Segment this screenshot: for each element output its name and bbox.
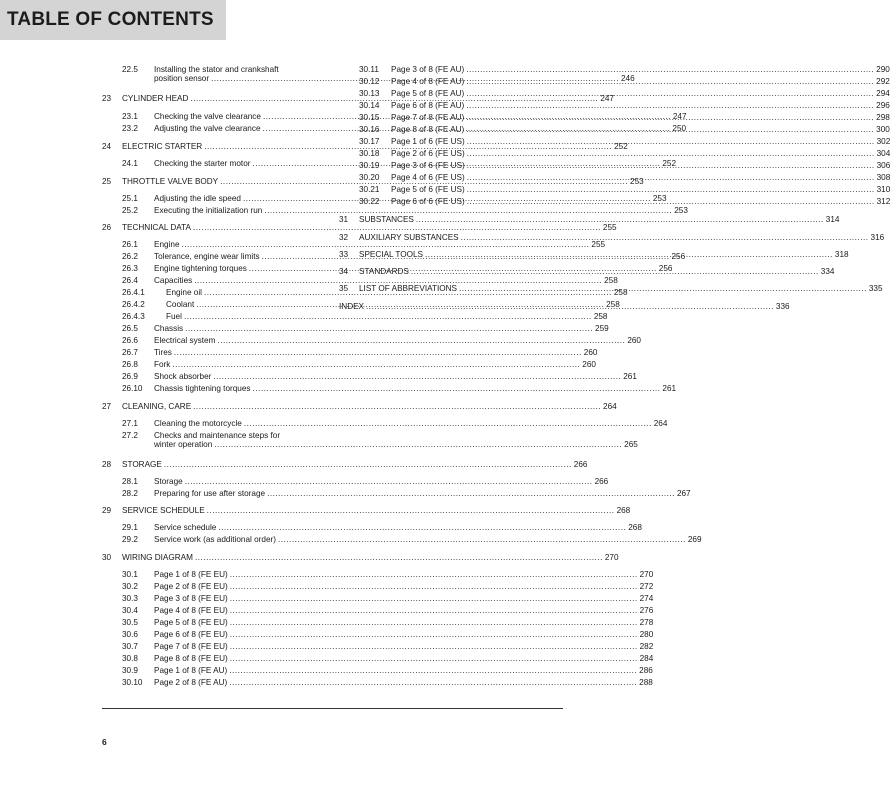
- toc-entry-title: Installing the stator and crankshaft: [154, 65, 279, 74]
- toc-entry-title: Page 3 of 6 (FE US): [391, 161, 465, 170]
- toc-page-number: 292: [876, 77, 890, 86]
- toc-page-number: 298: [876, 113, 890, 122]
- toc-entry-title: Checking the starter motor: [154, 159, 251, 168]
- toc-entry-title: Preparing for use after storage: [154, 489, 266, 498]
- toc-entry-title: Storage: [154, 477, 183, 486]
- toc-subentry[interactable]: [339, 137, 890, 146]
- toc-entry-title: Engine oil: [166, 288, 202, 297]
- toc-entry-number: 23: [102, 94, 112, 103]
- toc-subentry[interactable]: [102, 666, 653, 675]
- toc-subentry[interactable]: [102, 276, 618, 285]
- toc-page-number: 294: [876, 89, 890, 98]
- toc-subentry[interactable]: [102, 324, 609, 333]
- dot-leader: [461, 233, 869, 242]
- toc-page-number: 266: [594, 477, 609, 486]
- toc-entry-number: 30.18: [359, 149, 380, 158]
- toc-entry-title: Page 5 of 8 (FE AU): [391, 89, 465, 98]
- dot-leader: [230, 630, 638, 639]
- toc-page-number: 253: [652, 194, 667, 203]
- footer-page-number: 6: [102, 737, 107, 747]
- dot-leader: [366, 302, 774, 311]
- toc-entry-title: Fork: [154, 360, 171, 369]
- toc-entry-title: Engine tightening torques: [154, 264, 247, 273]
- toc-entry-number: 30.21: [359, 185, 380, 194]
- toc-subentry[interactable]: [102, 477, 609, 486]
- dot-leader: [466, 101, 874, 110]
- dot-leader: [253, 384, 661, 393]
- toc-subentry[interactable]: [102, 489, 691, 498]
- toc-page-number: 334: [820, 267, 835, 276]
- toc-entry-number: 26.6: [122, 336, 138, 345]
- toc-subentry[interactable]: [102, 582, 654, 591]
- toc-entry-number: 26.8: [122, 360, 138, 369]
- toc-entry-number: 28.1: [122, 477, 138, 486]
- toc-entry-title: Cleaning the motorcycle: [154, 419, 242, 428]
- toc-entry-number: 30.7: [122, 642, 138, 651]
- toc-chapter[interactable]: [102, 142, 628, 151]
- dot-leader: [467, 197, 875, 206]
- toc-entry-number: 30.15: [359, 113, 380, 122]
- toc-subentry[interactable]: [102, 606, 654, 615]
- dot-leader: [174, 348, 582, 357]
- toc-page-number: 300: [876, 125, 890, 134]
- toc-entry-number: 29.2: [122, 535, 138, 544]
- toc-entry-title: Coolant: [166, 300, 195, 309]
- dot-leader: [230, 606, 638, 615]
- dot-leader: [195, 553, 603, 562]
- toc-subentry[interactable]: [339, 65, 890, 74]
- toc-subentry[interactable]: [339, 89, 890, 98]
- dot-leader: [230, 642, 638, 651]
- toc-entry-title: Page 2 of 8 (FE AU): [154, 678, 228, 687]
- toc-page-number: 308: [876, 173, 890, 182]
- dot-leader: [267, 489, 675, 498]
- toc-page-number: 265: [624, 440, 638, 449]
- toc-page-number: 274: [639, 594, 654, 603]
- toc-chapter[interactable]: [102, 553, 619, 562]
- toc-entry-number: 30.2: [122, 582, 138, 591]
- toc-chapter[interactable]: [339, 233, 885, 242]
- toc-subentry[interactable]: [102, 419, 668, 428]
- dot-leader: [185, 477, 593, 486]
- toc-page-number: 259: [595, 324, 609, 333]
- dot-leader: [229, 666, 637, 675]
- toc-entry-number: 29: [102, 506, 112, 515]
- toc-page-number: 252: [614, 142, 628, 151]
- toc-subentry[interactable]: [339, 149, 890, 158]
- toc-entry-number: 32: [339, 233, 349, 242]
- toc-page-number: 302: [876, 137, 890, 146]
- dot-leader: [213, 372, 621, 381]
- dot-leader: [278, 535, 686, 544]
- toc-entry-number: 26.1: [122, 240, 138, 249]
- toc-entry-title: STANDARDS: [359, 267, 409, 276]
- toc-subentry[interactable]: [102, 431, 638, 449]
- toc-entry-title: Page 7 of 8 (FE AU): [391, 113, 465, 122]
- toc-entry-number: 30.6: [122, 630, 138, 639]
- dot-leader: [411, 267, 819, 276]
- toc-page-number: 247: [600, 94, 614, 103]
- dot-leader: [467, 137, 875, 146]
- toc-page-number: 306: [876, 161, 890, 170]
- toc-entry-number: 29.1: [122, 523, 138, 532]
- toc-subentry[interactable]: [102, 372, 637, 381]
- toc-entry-number: 30.17: [359, 137, 380, 146]
- dot-leader: [230, 582, 638, 591]
- toc-entry-title: CYLINDER HEAD: [122, 94, 189, 103]
- toc-entry-number: 25.2: [122, 206, 138, 215]
- toc-entry-title: Service work (as additional order): [154, 535, 276, 544]
- toc-page-number: 282: [639, 642, 654, 651]
- toc-page-number: 246: [620, 74, 635, 83]
- toc-chapter[interactable]: [102, 94, 614, 103]
- toc-entry-title: Capacities: [154, 276, 193, 285]
- toc-entry-title: Chassis tightening torques: [154, 384, 251, 393]
- toc-entry-number: 30.22: [359, 197, 380, 206]
- toc-page-number: 269: [687, 535, 702, 544]
- toc-entry-number: 26.5: [122, 324, 138, 333]
- toc-entry-number: 30.9: [122, 666, 138, 675]
- toc-chapter[interactable]: [102, 402, 617, 411]
- toc-entry-number: 22.5: [122, 65, 138, 74]
- toc-page-number: 296: [876, 101, 890, 110]
- toc-entry-number: 30.20: [359, 173, 380, 182]
- toc-entry-number: 26.7: [122, 348, 138, 357]
- dot-leader: [193, 402, 601, 411]
- toc-page-number: 310: [876, 185, 890, 194]
- toc-entry-number: 35: [339, 284, 349, 293]
- toc-page-number: 253: [674, 206, 688, 215]
- toc-entry-number: 30.13: [359, 89, 380, 98]
- toc-subentry[interactable]: [102, 384, 677, 393]
- toc-page-number: 312: [876, 197, 890, 206]
- toc-page-number: 286: [639, 666, 653, 675]
- footer-divider: [102, 708, 563, 709]
- toc-page-number: 250: [672, 124, 687, 133]
- toc-entry-title: SUBSTANCES: [359, 215, 414, 224]
- toc-entry-number: 30.19: [359, 161, 380, 170]
- dot-leader: [229, 678, 637, 687]
- dot-leader: [214, 440, 622, 449]
- toc-page-number: 266: [573, 460, 588, 469]
- toc-page-number: 264: [653, 419, 668, 428]
- toc-entry-number: 30.3: [122, 594, 138, 603]
- toc-page-number: 280: [639, 630, 654, 639]
- toc-page-number: 290: [876, 65, 890, 74]
- toc-entry-number: 30.16: [359, 125, 380, 134]
- toc-entry-title: Page 4 of 6 (FE US): [391, 173, 465, 182]
- toc-entry-number: 27.2: [122, 431, 138, 440]
- toc-entry-title: Adjusting the idle speed: [154, 194, 241, 203]
- toc-entry-number: 28: [102, 460, 112, 469]
- toc-page-number: 258: [604, 276, 618, 285]
- toc-subentry[interactable]: [102, 570, 654, 579]
- dot-leader: [193, 223, 601, 232]
- toc-entry-title: Page 3 of 8 (FE AU): [391, 65, 465, 74]
- toc-entry-title: Service schedule: [154, 523, 217, 532]
- toc-page-number: 260: [583, 348, 598, 357]
- toc-page-number: 336: [775, 302, 790, 311]
- dot-leader: [217, 336, 625, 345]
- toc-entry-number: 25.1: [122, 194, 138, 203]
- toc-entry-title: STORAGE: [122, 460, 162, 469]
- toc-entry-title: LIST OF ABBREVIATIONS: [359, 284, 457, 293]
- toc-entry-title: SPECIAL TOOLS: [359, 250, 424, 259]
- toc-entry-title: Adjusting the valve clearance: [154, 124, 261, 133]
- toc-entry-number: 24: [102, 142, 112, 151]
- toc-page-number: 261: [662, 384, 677, 393]
- toc-subentry[interactable]: [102, 523, 642, 532]
- toc-entry-title: Page 1 of 8 (FE AU): [154, 666, 228, 675]
- toc-entry-title: Page 5 of 8 (FE EU): [154, 618, 228, 627]
- toc-entry-number: 26.3: [122, 264, 138, 273]
- dot-leader: [230, 570, 638, 579]
- dot-leader: [467, 161, 875, 170]
- toc-subentry[interactable]: [102, 336, 641, 345]
- toc-entry-number: 30.4: [122, 606, 138, 615]
- toc-page-number: 278: [639, 618, 654, 627]
- toc-subentry[interactable]: [102, 360, 596, 369]
- toc-subentry[interactable]: [102, 535, 702, 544]
- toc-page-number: 253: [630, 177, 644, 186]
- toc-entry-title: Page 6 of 8 (FE AU): [391, 101, 465, 110]
- toc-entry-title: Electrical system: [154, 336, 216, 345]
- toc-subentry[interactable]: [102, 642, 654, 651]
- toc-entry-title: THROTTLE VALVE BODY: [122, 177, 219, 186]
- toc-subentry[interactable]: [102, 594, 654, 603]
- toc-entry-title: Tires: [154, 348, 172, 357]
- dot-leader: [467, 149, 875, 158]
- toc-page-number: 276: [639, 606, 654, 615]
- toc-entry-number: 26.9: [122, 372, 138, 381]
- toc-page-number: 288: [639, 678, 653, 687]
- toc-page-number: 316: [870, 233, 885, 242]
- toc-entry-title: ELECTRIC STARTER: [122, 142, 203, 151]
- toc-entry-number: 24.1: [122, 159, 138, 168]
- dot-leader: [230, 594, 638, 603]
- toc-page-number: 284: [639, 654, 654, 663]
- toc-subentry[interactable]: [102, 678, 653, 687]
- toc-entry-title: INDEX: [339, 302, 365, 311]
- toc-subentry[interactable]: [102, 348, 598, 357]
- dot-leader: [467, 173, 875, 182]
- toc-page-number: 258: [613, 288, 628, 297]
- toc-entry-number: 27.1: [122, 419, 138, 428]
- dot-leader: [467, 185, 875, 194]
- toc-page-number: 304: [876, 149, 890, 158]
- toc-page-number: 318: [834, 250, 849, 259]
- toc-page-number: 272: [639, 582, 654, 591]
- toc-entry-number: 27: [102, 402, 112, 411]
- toc-page-number: 258: [593, 312, 608, 321]
- toc-entry-number: 26: [102, 223, 112, 232]
- toc-page-number: 260: [582, 360, 596, 369]
- dot-leader: [207, 506, 615, 515]
- toc-entry-title-cont: winter operation: [154, 440, 213, 449]
- toc-subentry[interactable]: [102, 654, 654, 663]
- dot-leader: [172, 360, 580, 369]
- toc-entry-title: Page 4 of 8 (FE EU): [154, 606, 228, 615]
- dot-leader: [230, 618, 638, 627]
- toc-subentry[interactable]: [339, 185, 890, 194]
- toc-entry-title: TECHNICAL DATA: [122, 223, 191, 232]
- dot-leader: [466, 125, 874, 134]
- toc-entry-title: Page 7 of 8 (FE EU): [154, 642, 228, 651]
- toc-entry-title: Shock absorber: [154, 372, 212, 381]
- toc-entry-title: Chassis: [154, 324, 184, 333]
- toc-entry-number: 26.4: [122, 276, 138, 285]
- toc-entry-number: 26.4.1: [122, 288, 145, 297]
- dot-leader: [185, 324, 593, 333]
- toc-page-number: 255: [602, 223, 617, 232]
- toc-entry-number: 30.8: [122, 654, 138, 663]
- toc-subentry[interactable]: [102, 240, 606, 249]
- toc-subentry[interactable]: [102, 630, 654, 639]
- toc-entry-number: 26.10: [122, 384, 143, 393]
- toc-entry-title: Page 1 of 6 (FE US): [391, 137, 465, 146]
- toc-entry-number: 30.10: [122, 678, 143, 687]
- dot-leader: [459, 284, 867, 293]
- dot-leader: [244, 419, 652, 428]
- toc-entry-number: 26.4.3: [122, 312, 145, 321]
- toc-entry-number: 34: [339, 267, 349, 276]
- toc-entry-title: Page 6 of 8 (FE EU): [154, 630, 228, 639]
- header-bar: [0, 0, 226, 40]
- toc-page-number: 268: [616, 506, 631, 515]
- toc-entry-title: Page 2 of 6 (FE US): [391, 149, 465, 158]
- page-title: TABLE OF CONTENTS: [7, 9, 214, 30]
- toc-entry-number: 26.4.2: [122, 300, 145, 309]
- toc-entry-number: 30.5: [122, 618, 138, 627]
- toc-entry-title: Executing the initialization run: [154, 206, 263, 215]
- toc-page-number: 267: [676, 489, 691, 498]
- toc-entry-number: 28.2: [122, 489, 138, 498]
- toc-entry-number: 31: [339, 215, 349, 224]
- toc-page-number: 314: [825, 215, 840, 224]
- toc-subentry[interactable]: [339, 101, 890, 110]
- toc-entry-number: 26.2: [122, 252, 138, 261]
- toc-entry-title: Checking the valve clearance: [154, 112, 261, 121]
- toc-page-number: 247: [672, 112, 687, 121]
- dot-leader: [466, 113, 874, 122]
- toc-entry-title: CLEANING, CARE: [122, 402, 192, 411]
- dot-leader: [416, 215, 824, 224]
- toc-page-number: 258: [606, 300, 620, 309]
- toc-page-number: 260: [627, 336, 641, 345]
- dot-leader: [466, 77, 874, 86]
- toc-entry-title: Fuel: [166, 312, 182, 321]
- toc-subentry[interactable]: [102, 618, 654, 627]
- dot-leader: [264, 206, 672, 215]
- toc-entry-title: Page 6 of 6 (FE US): [391, 197, 465, 206]
- toc-entry-number: 30.12: [359, 77, 380, 86]
- toc-page-number: 256: [671, 252, 686, 261]
- dot-leader: [466, 65, 874, 74]
- toc-subsubentry[interactable]: [102, 312, 608, 321]
- toc-entry-title: Page 8 of 8 (FE AU): [391, 125, 465, 134]
- toc-page-number: 268: [628, 523, 642, 532]
- toc-chapter[interactable]: [339, 215, 840, 224]
- dot-leader: [425, 250, 833, 259]
- toc-entry-title: Page 8 of 8 (FE EU): [154, 654, 228, 663]
- toc-entry-title: Page 3 of 8 (FE EU): [154, 594, 228, 603]
- toc-entry-number: 25: [102, 177, 112, 186]
- toc-page-number: 270: [639, 570, 654, 579]
- dot-leader: [184, 312, 592, 321]
- toc-entry-number: 30.1: [122, 570, 138, 579]
- toc-chapter[interactable]: [102, 506, 631, 515]
- toc-entry-title: Page 2 of 8 (FE EU): [154, 582, 228, 591]
- dot-leader: [230, 654, 638, 663]
- toc-entry-title: Page 4 of 8 (FE AU): [391, 77, 465, 86]
- toc-page-number: 264: [603, 402, 617, 411]
- toc-entry-title: Page 5 of 6 (FE US): [391, 185, 465, 194]
- toc-entry-number: 30.14: [359, 101, 380, 110]
- toc-entry-number: 23.1: [122, 112, 138, 121]
- dot-leader: [466, 89, 874, 98]
- toc-page-number: 261: [623, 372, 637, 381]
- toc-chapter[interactable]: [102, 460, 588, 469]
- toc-entry-number: 23.2: [122, 124, 138, 133]
- toc-page-number: 335: [868, 284, 883, 293]
- toc-entry-title: AUXILIARY SUBSTANCES: [359, 233, 459, 242]
- toc-chapter[interactable]: [102, 223, 617, 232]
- toc-page-number: 256: [658, 264, 673, 273]
- toc-entry-number: 33: [339, 250, 349, 259]
- dot-leader: [218, 523, 626, 532]
- toc-entry-title: Engine: [154, 240, 180, 249]
- toc-page-number: 255: [591, 240, 606, 249]
- toc-subentry[interactable]: [102, 206, 688, 215]
- toc-page-number: 270: [604, 553, 619, 562]
- dot-leader: [164, 460, 572, 469]
- toc-entry-title: Tolerance, engine wear limits: [154, 252, 260, 261]
- toc-entry-title: Checks and maintenance steps for: [154, 431, 281, 440]
- toc-entry-title: Page 1 of 8 (FE EU): [154, 570, 228, 579]
- toc-page-number: 252: [662, 159, 677, 168]
- toc-entry-title: WIRING DIAGRAM: [122, 553, 193, 562]
- toc-entry-title-cont: position sensor: [154, 74, 210, 83]
- toc-entry-title: SERVICE SCHEDULE: [122, 506, 205, 515]
- toc-entry-number: 30.11: [359, 65, 379, 74]
- toc-entry-number: 30: [102, 553, 112, 562]
